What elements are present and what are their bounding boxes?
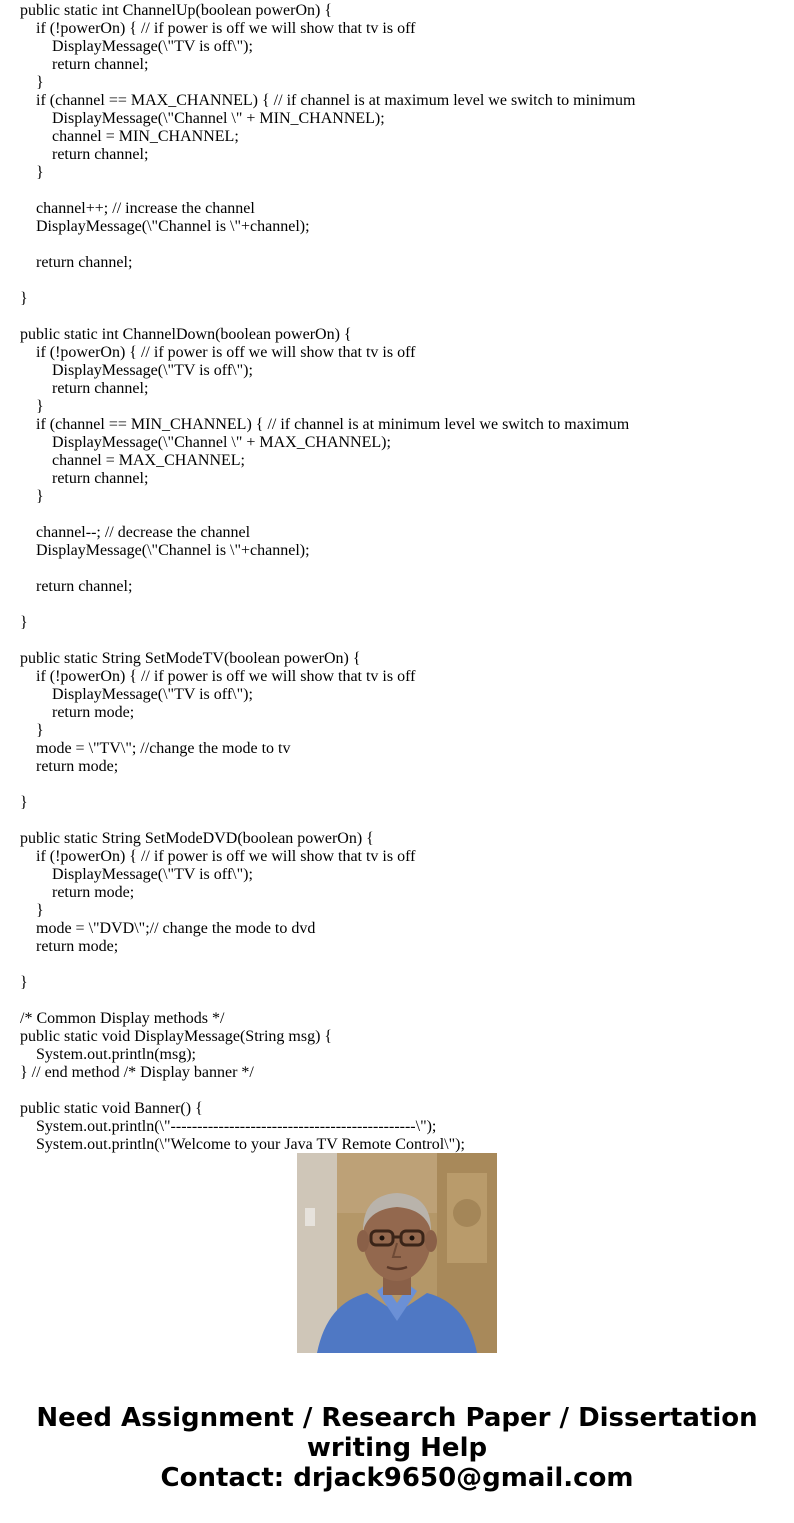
- promo-line-1: Need Assignment / Research Paper / Dissertation: [36, 1403, 758, 1433]
- person-photo-icon: [297, 1153, 497, 1353]
- code-text: public static int ChannelUp(boolean powerOn) { if (!powerOn) { // if power is off we will show that tv is off DisplayMessage(\"TV is off\"); return channel; } if (channel == MAX_CHANNEL) { // if channel is at maximum level we switch to minimum DisplayMessage(\"Channel \" + MIN_CHANNEL); channel = MIN_CHANNEL; return channel; } channel++; // increase the channel DisplayMessage(\"Channel is \"+channel); return channel; } public static int ChannelDown(boolean powerOn) { if (!powerOn) { // if power is off we will show that tv is off DisplayMessage(\"TV is off\"); return channel; } if (channel == MIN_CHANNEL) { // if channel is at minimum level we switch to maximum DisplayMessage(\"Channel \" + MAX_CHANNEL); channel = MAX_CHANNEL; return channel; } channel--; // decrease the channel DisplayMessage(\"Channel is \"+channel); return channel; } public static String SetModeTV(boolean powerOn) { if (!powerOn) { // if power is off we will show that tv is off DisplayMessage(\"TV is off\"); return mode; } mode = \"TV\"; //change the mode to tv return mode; } public static String SetModeDVD(boolean powerOn) { if (!powerOn) { // if power is off we will show that tv is off DisplayMessage(\"TV is off\"); return mode; } mode = \"DVD\";// change the mode to dvd return mode; } /* Common Display methods */ public static void DisplayMessage(String msg) { System.out.println(msg); } // end method /* Display banner */ public static void Banner() { System.out.println(\"----------------------------------------------\"); System.out.println(\"Welcome to your Java TV Remote Control\");: [20, 2, 636, 1153]
- promo-line-2: writing Help: [306, 1433, 488, 1463]
- promo-banner: [0, 1403, 794, 1493]
- avatar: [297, 1153, 497, 1353]
- promo-contact: Contact: drjack9650@gmail.com: [160, 1463, 634, 1493]
